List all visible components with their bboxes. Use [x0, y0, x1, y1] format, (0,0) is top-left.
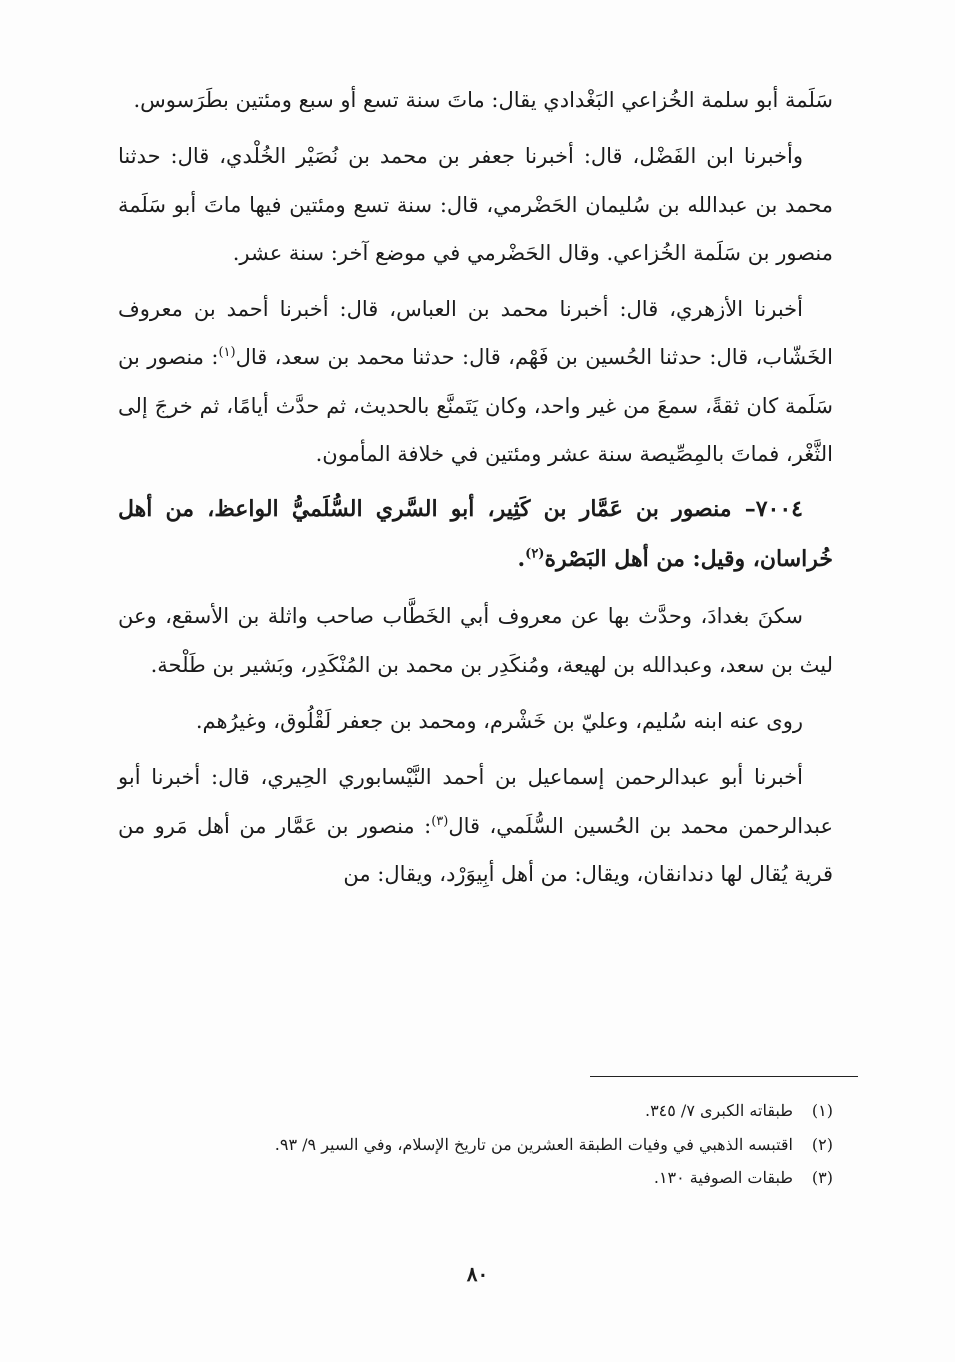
entry-heading-end: . [517, 546, 526, 573]
paragraph-3 [118, 285, 833, 478]
paragraph-3-part-2: : منصور بن سَلَمة كان ثقةً، سمعَ من غير واحد، وكان يَتَمنَّع بالحديث، ثم حدَّث أيامًا، ثم خرجَ إلى الثَّغْر، فماتَ بالمِصِّيصة سنة عشر ومئتين في خلافة المأمون. [118, 345, 833, 467]
footnote-2 [118, 1128, 833, 1162]
paragraph-3-part-1: أخبرنا الأزهري، قال: أخبرنا محمد بن العباس، قال: أخبرنا أحمد بن معروف الخَشّاب، قال: حدثنا الحُسين بن فَهْم، قال: حدثنا محمد بن سعد، قال [118, 297, 833, 370]
footnote-number: (١) [811, 1101, 833, 1120]
paragraph-4: سكنَ بغدادَ، وحدَّث بها عن معروف أبي الخَطَّاب صاحب واثلة بن الأسقع، وعن ليث بن سعد، وعبدالله بن لهيعة، ومُنكَدِر بن محمد بن المُنْكَدِر، وبَشير بن طَلْحة. [118, 604, 833, 677]
page-number: ٨٠ [466, 1262, 489, 1286]
footnote-text: طبقات الصوفية ١٣٠. [653, 1168, 793, 1187]
entry-heading-text: ٧٠٠٤– منصور بن عَمَّار بن كَثِير، أبو السَّري السُّلَميُّ الواعظ، من أهل خُراسان، وقيل: من أهل البَصْرة [118, 496, 833, 573]
paragraph-6-part-2: : منصور بن عَمَّار من أهل مَرو من قرية يُقال لها دندانقان، ويقال: من أهل أبِيوَرْد، ويقال: من [118, 813, 833, 886]
paragraph-1: سَلَمة أبو سلمة الخُزاعي البَغْدادي يقال: ماتَ سنة تسع أو سبع ومئتين بطَرَسوس. [133, 88, 833, 112]
footnote-ref-2: (٢) [525, 547, 545, 563]
paragraph-6-part-1: أخبرنا أبو عبدالرحمن إسماعيل بن أحمد النَّيْسابوري الحِيري، قال: أخبرنا أبو عبدالرحمن محمد بن الحُسين السُّلَمي، قال [118, 765, 834, 838]
biography-entry-heading [118, 484, 833, 584]
footnote-number: (٣) [811, 1168, 833, 1187]
paragraph-5: روى عنه ابنه سُليم، وعليّ بن خَشْرم، ومحمد بن جعفر لَقْلُوق، وغيرُهم. [195, 708, 803, 733]
footnote-text: اقتبسه الذهبي في وفيات الطبقة العشرين من تاريخ الإسلام، وفي السير ٩/ ٩٣. [274, 1134, 793, 1154]
paragraph-6 [118, 753, 833, 898]
footnote-1 [118, 1094, 833, 1128]
main-text [118, 76, 833, 898]
footnote-separator [590, 1076, 858, 1077]
footnote-ref-3: (٣) [431, 813, 449, 829]
paragraph-2: وأخبرنا ابن الفَضْل، قال: أخبرنا جعفر بن محمد بن نُصَيْر الخُلْدي، قال: حدثنا محمد بن عبدالله بن سُليمان الحَضْرمي، قال: سنة تسع ومئتين فيها ماتَ أبو سَلَمة منصور بن سَلَمة الخُزاعي. وقال الحَضْرمي في موضع آخر: سنة عشر. [118, 144, 833, 265]
footnote-text: طبقاته الكبرى ٧/ ٣٤٥. [644, 1101, 793, 1120]
footnote-ref-1: (١) [218, 345, 236, 361]
footnote-3 [118, 1161, 833, 1195]
footnotes [118, 1094, 833, 1195]
footnote-number: (٢) [811, 1134, 833, 1154]
